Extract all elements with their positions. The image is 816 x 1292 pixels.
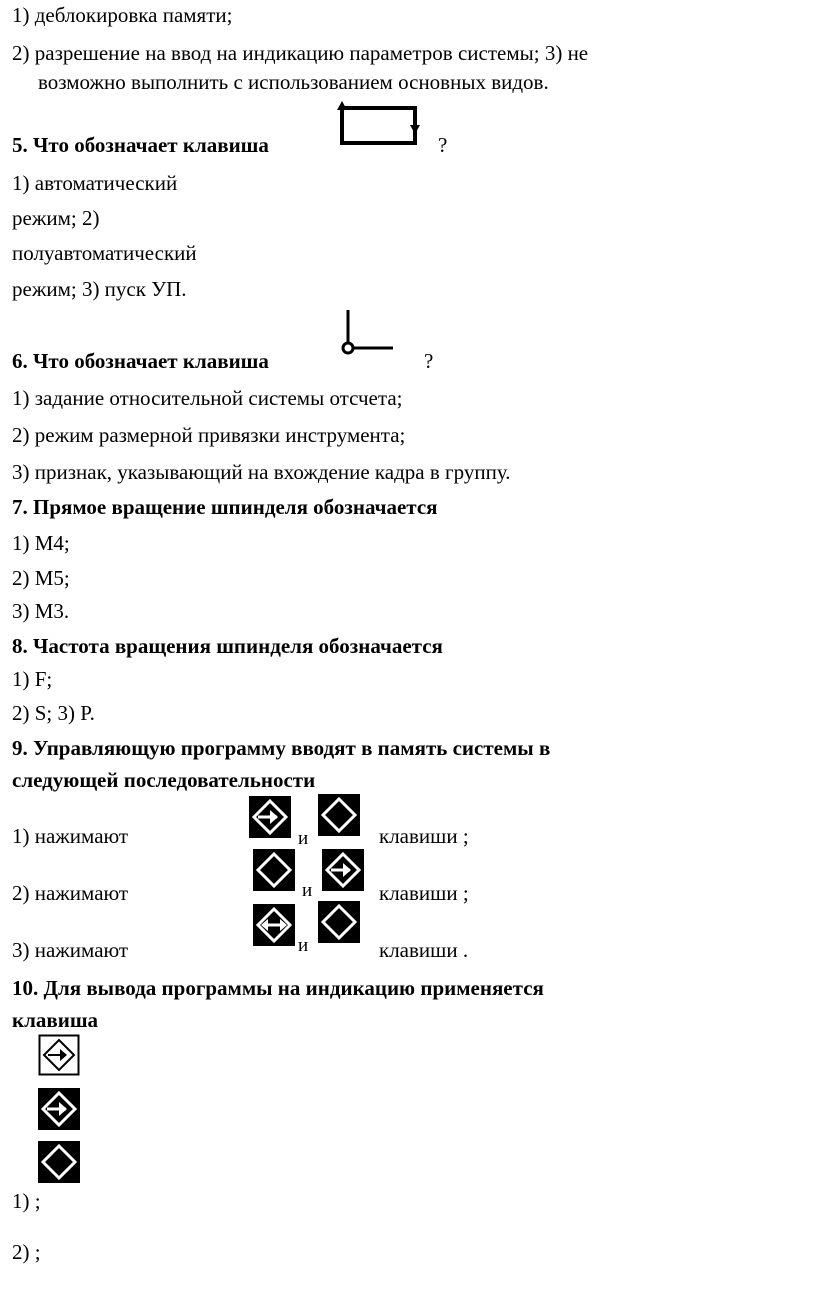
q10-title-line-2: клавиша: [12, 1008, 99, 1032]
q4-option-2-continuation: возможно выполнить с использованием основных видов.: [38, 70, 549, 94]
enter-key-icon: [322, 849, 364, 891]
q5-title: 5. Что обозначает клавиша: [12, 133, 269, 157]
diamond-key-icon: [318, 794, 360, 836]
q6-question-mark: ?: [424, 349, 434, 373]
cycle-arrow-key-icon: [253, 904, 295, 946]
q5-line-3: полуавтоматический: [12, 241, 197, 265]
q7-option-3: 3) M3.: [12, 599, 70, 623]
q4-option-2: 2) разрешение на ввод на индикацию параметров системы; 3) не: [12, 41, 589, 65]
q9-and-2: и: [302, 880, 313, 901]
q9-option-1-keys: клавиши ;: [379, 824, 469, 848]
q8-title: 8. Частота вращения шпинделя обозначается: [12, 634, 443, 658]
q5-line-1: 1) автоматический: [12, 171, 178, 195]
q6-option-3: 3) признак, указывающий на вхождение кадра в группу.: [12, 460, 511, 484]
q6-option-2: 2) режим размерной привязки инструмента;: [12, 423, 406, 447]
q6-title: 6. Что обозначает клавиша: [12, 349, 269, 373]
q5-question-mark: ?: [438, 133, 448, 157]
q9-and-1: и: [298, 828, 309, 849]
q5-line-4: режим; 3) пуск УП.: [12, 277, 187, 301]
q8-option-1: 1) F;: [12, 667, 53, 691]
q10-title-line-1: 10. Для вывода программы на индикацию применяется: [12, 976, 544, 1000]
q10-option-2: 2) ;: [12, 1240, 41, 1264]
q7-option-1: 1) M4;: [12, 531, 70, 555]
q6-option-1: 1) задание относительной системы отсчета;: [12, 386, 403, 410]
diamond-key-icon: [318, 901, 360, 943]
enter-key-icon: [249, 796, 291, 838]
q9-title-line-1: 9. Управляющую программу вводят в память системы в: [12, 736, 551, 760]
q10-option-1: 1) ;: [12, 1189, 41, 1213]
q9-title-line-2: следующей последовательности: [12, 768, 316, 792]
q9-option-1-press: 1) нажимают: [12, 824, 129, 848]
q5-line-2: режим; 2): [12, 206, 100, 230]
q9-option-2-keys: клавиши ;: [379, 881, 469, 905]
q9-option-2-press: 2) нажимают: [12, 881, 129, 905]
outlined-enter-key-icon: [38, 1034, 80, 1076]
q8-option-2: 2) S; 3) P.: [12, 701, 95, 725]
diamond-key-icon: [253, 849, 295, 891]
diamond-key-icon: [38, 1141, 80, 1183]
enter-key-icon: [38, 1088, 80, 1130]
q7-title: 7. Прямое вращение шпинделя обозначается: [12, 495, 438, 519]
q9-option-3-keys: клавиши .: [379, 938, 469, 962]
reference-point-icon: [338, 308, 398, 360]
q9-option-3-press: 3) нажимают: [12, 938, 129, 962]
q7-option-2: 2) M5;: [12, 566, 70, 590]
cycle-key-icon: [335, 100, 421, 148]
q4-option-1: 1) деблокировка памяти;: [12, 3, 233, 27]
q9-and-3: и: [298, 935, 309, 956]
